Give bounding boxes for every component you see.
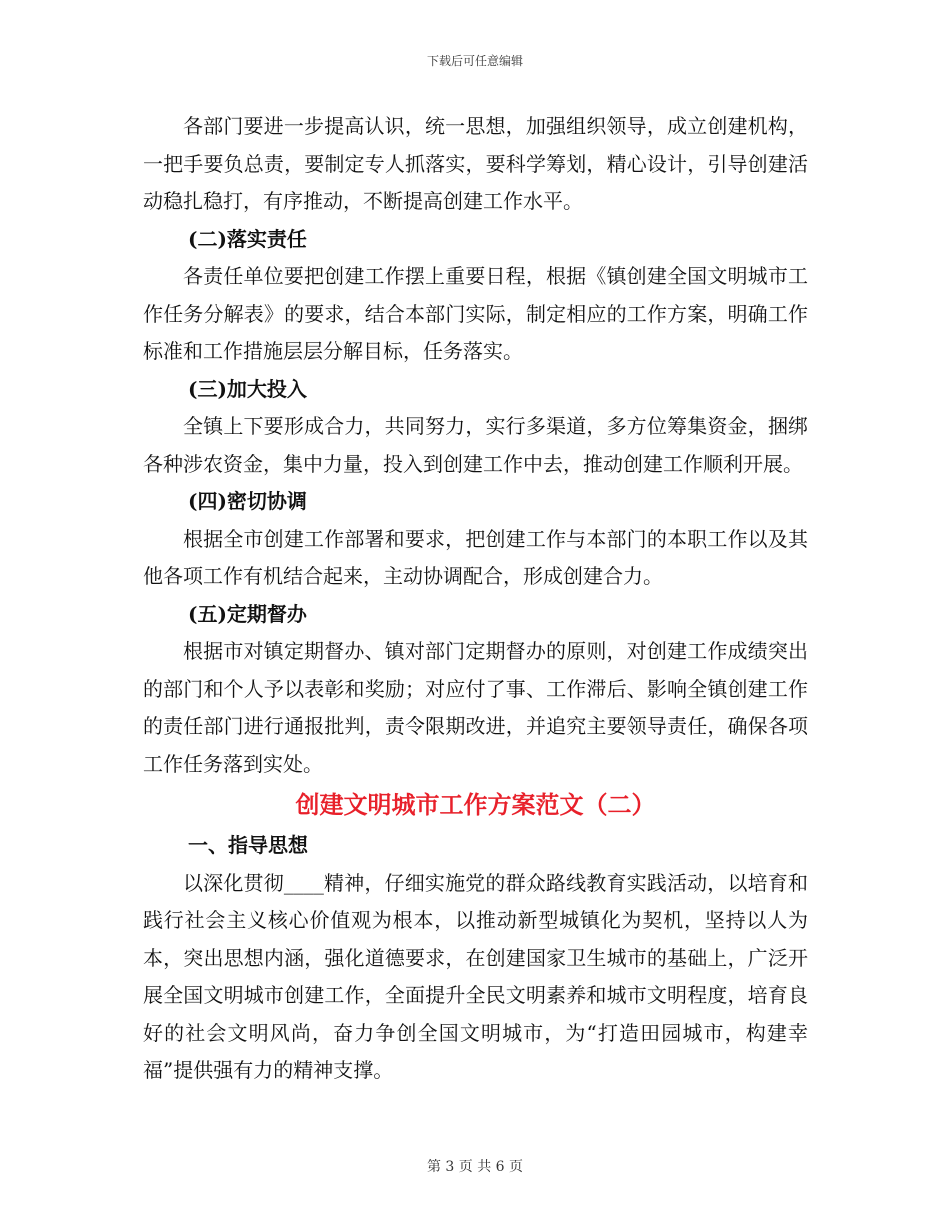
heading-implement-responsibility: (二)落实责任	[188, 226, 307, 251]
paragraph-organization: 各部门要进一步提高认识，统一思想，加强组织领导，成立创建机构，一把手要负总责，要制定专人抓落实，要科学筹划，精心设计，引导创建活动稳扎稳打，有序推动，不断提高创建工作水平。	[143, 114, 808, 213]
paragraph-investment: 全镇上下要形成合力，共同努力，实行多渠道，多方位筹集资金，捆绑各种涉农资金，集中力量，投入到创建工作中去，推动创建工作顺利开展。	[143, 414, 808, 476]
heading-regular-supervision: (五)定期督办	[188, 601, 307, 626]
paragraph-coordination: 根据全市创建工作部署和要求，把创建工作与本部门的本职工作以及其他各项工作有机结合起来，主动协调配合，形成创建合力。	[143, 526, 808, 588]
paragraph-guiding-ideology: 以深化贯彻____精神，仔细实施党的群众路线教育实践活动，以培育和践行社会主义核心价值观为根本，以推动新型城镇化为契机，坚持以人为本，突出思想内涵，强化道德要求，在创建国家卫生城市的基础上，广泛开展全国文明城市创建工作，全面提升全民文明素养和城市文明程度，培育良好的社会文明风尚，奋力争创全国文明城市，为“打造田园城市，构建幸福”提供强有力的精神支撑。	[143, 870, 808, 1082]
paragraph-supervision: 根据市对镇定期督办、镇对部门定期督办的原则，对创建工作成绩突出的部门和个人予以表彰和奖励；对应付了事、工作滞后、影响全镇创建工作的责任部门进行通报批判，责令限期改进，并追究主要领导责任，确保各项工作任务落到实处。	[143, 639, 808, 776]
heading-close-coordination: (四)密切协调	[188, 489, 307, 513]
section-title: 创建文明城市工作方案范文（二）	[295, 790, 656, 819]
heading-increase-investment: (三)加大投入	[188, 376, 307, 401]
paragraph-responsibility: 各责任单位要把创建工作摆上重要日程，根据《镇创建全国文明城市工作任务分解表》的要求，结合本部门实际，制定相应的工作方案，明确工作标准和工作措施层层分解目标，任务落实。	[143, 264, 808, 363]
document-body	[143, 108, 808, 1090]
page-number-footer: 第 3 页 共 6 页	[426, 1159, 524, 1175]
heading-guiding-ideology: 一、指导思想	[188, 833, 308, 857]
page-header-note: 下载后可任意编辑	[426, 54, 523, 68]
